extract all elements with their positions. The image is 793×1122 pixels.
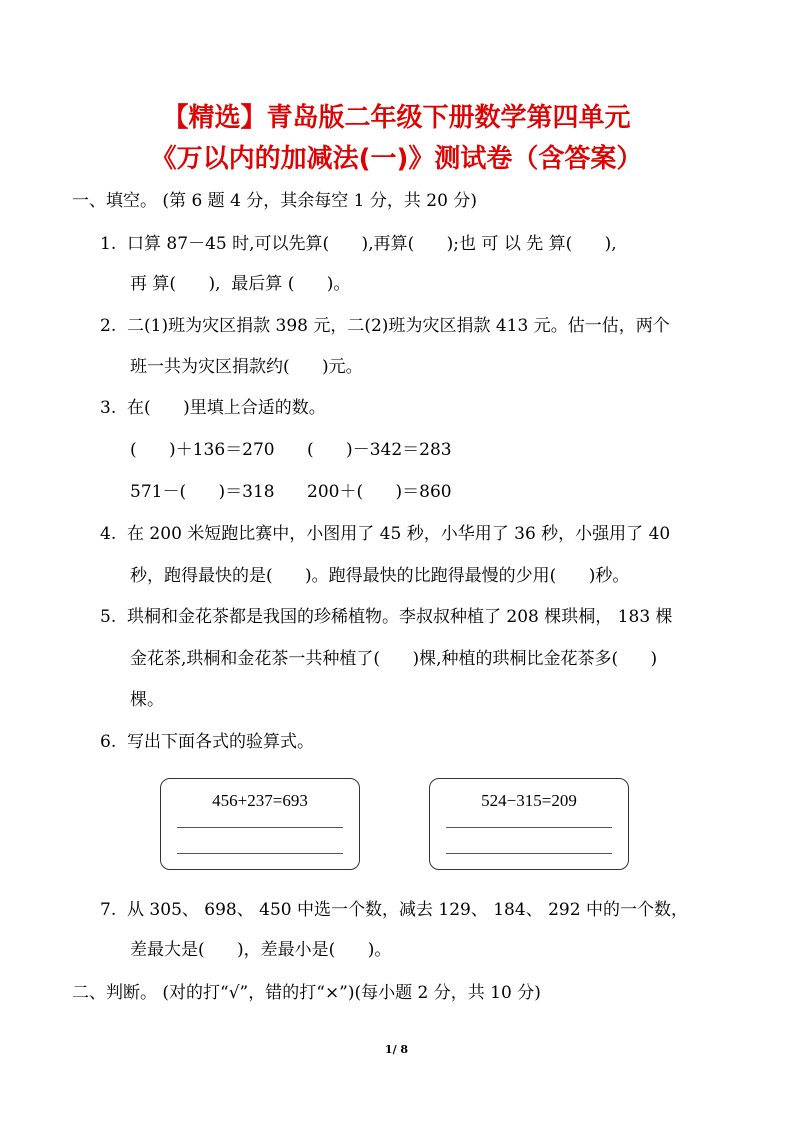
q5-line1: 5. 珙桐和金花茶都是我国的珍稀植物。李叔叔种植了 208 棵珙桐， 183 棵 [100, 607, 673, 627]
page-number: 1/ 8 [384, 1043, 409, 1056]
section2-heading: 二、判断。 (对的打“√”，错的打“×”)(每小题 2 分，共 10 分) [72, 983, 541, 1003]
answer-line[interactable] [177, 827, 343, 828]
q4-line2: 秒，跑得最快的是( )。跑得最快的比跑得最慢的少用( )秒。 [130, 566, 630, 586]
q4-line1: 4. 在 200 米短跑比赛中，小图用了 45 秒，小华用了 36 秒，小强用了 40 [100, 524, 671, 544]
q5-line3: 棵。 [130, 690, 164, 710]
title-line-2: 《万以内的加减法(一)》测试卷（含答案） [150, 144, 643, 174]
q3-line3: 571－( )＝318 200＋( )＝860 [130, 482, 452, 502]
section1-heading: 一、填空。 (第 6 题 4 分，其余每空 1 分，共 20 分) [72, 191, 477, 211]
q5-line2: 金花茶,珙桐和金花茶一共种植了( )棵,种植的珙桐比金花茶多( ) [130, 649, 658, 669]
q7-line1: 7. 从 305、 698、 450 中选一个数，减去 129、 184、 292 中的一个数， [100, 900, 688, 920]
answer-line[interactable] [446, 853, 612, 854]
q3-line1: 3. 在( )里填上合适的数。 [100, 398, 326, 418]
answer-line[interactable] [177, 853, 343, 854]
q6-line1: 6. 写出下面各式的验算式。 [100, 732, 315, 752]
check-box-2 [429, 778, 629, 870]
q2-line1: 2. 二(1)班为灾区捐款 398 元，二(2)班为灾区捐款 413 元。估一估，两个 [100, 316, 670, 336]
title-line-1: 【精选】青岛版二年级下册数学第四单元 [162, 103, 631, 133]
answer-line[interactable] [446, 827, 612, 828]
q1-line2: 再 算( ), 最后算 ( )。 [130, 274, 351, 294]
q1-line1: 1. 口算 87－45 时,可以先算( ),再算( );也 可 以 先 算( ), [100, 234, 617, 254]
q2-line2: 班一共为灾区捐款约( )元。 [130, 357, 363, 377]
check-equation-1: 456+237=693 [212, 791, 308, 810]
check-box-1 [160, 778, 360, 870]
q3-line2: ( )＋136＝270 ( )－342＝283 [130, 440, 452, 460]
q7-line2: 差最大是( )，差最小是( )。 [130, 940, 392, 960]
check-equation-2: 524−315=209 [481, 791, 577, 810]
